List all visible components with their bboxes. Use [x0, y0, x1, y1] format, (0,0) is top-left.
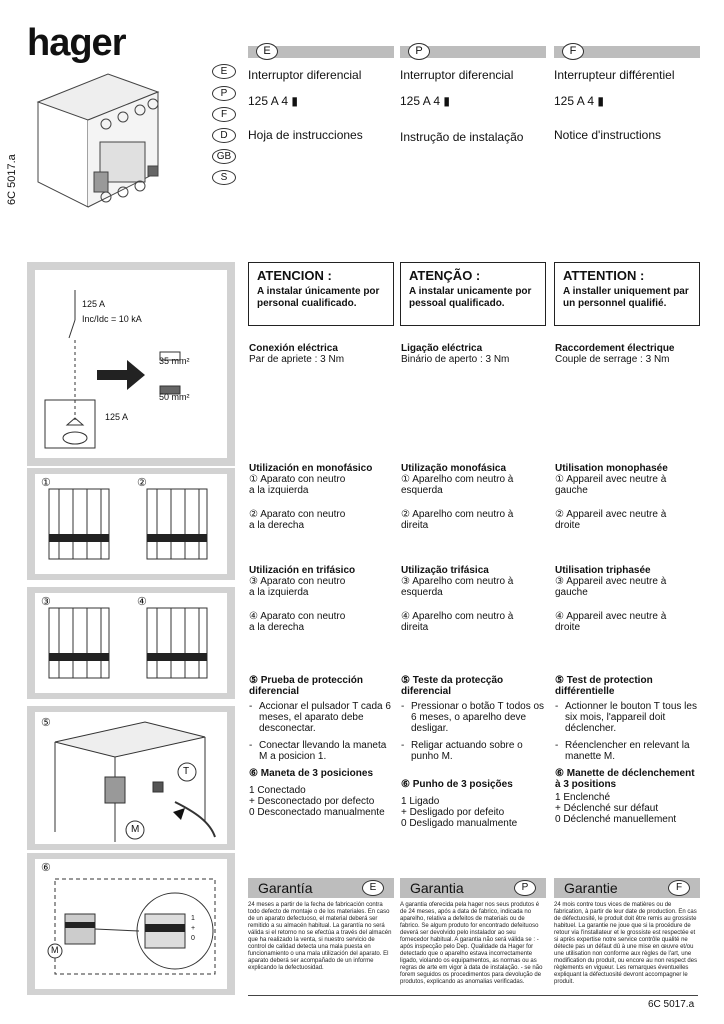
- column-f-header: [554, 46, 700, 142]
- doc-type: Instrução de instalação: [400, 130, 524, 144]
- footer-rule: [248, 995, 698, 996]
- lang-p[interactable]: P: [212, 86, 236, 101]
- guarantee-bar-f: Garantie F: [554, 878, 700, 898]
- connection-f: Raccordement électrique Couple de serrage : 3 Nm Utilisation monophasée ① Appareil avec neutre à gauche ② Appareil avec neutre à droite Utilisation triphasée ③ Appareil avec neutre à gauche ④ Appareil avec neutre à droite ⑤ Test de protection différentielle - Actionner le bouton T tous les six mois, l'appareil doit déclencher. - Réenclencher en relevant la manette M. ⑥ Manette de déclenchement à 3 positions 1 Enclenché + Déclenché sur défaut 0 Déclenché manuellement: [555, 343, 697, 825]
- diagram-num-6: ⑥: [41, 862, 51, 874]
- doc-type: Notice d'instructions: [554, 128, 662, 142]
- device-illustration: [28, 62, 168, 232]
- warning-p: ATENÇÃO : A instalar unicamente por pessoal qualificado.: [400, 262, 546, 326]
- lang-badge: E: [256, 43, 278, 60]
- panel-positions: [27, 853, 235, 995]
- guarantee-bar-e: Garantía E: [248, 878, 394, 898]
- panel-wiring: [27, 262, 235, 466]
- guarantee-text-p: A garantia oferecida pela hager nos seus produtos é de 24 meses, após a data de fabrico, indicada no aparelho, relativa a defeitos de materiais ou de fabrico. Se algum produto for encontrado defeituoso deverá ser devolvido pelo instalador ao seu fornecedor habitual. A garantia não será válida se : - após inspecção pelo Dep. Qualidade da Hager for detectado que o aparelho estava incorrectamente ligado, violando os equipamentos, as normas ou as regras de arte em vigor à data de instalação. - se não forem seguidos os procedimentos para devolução de produtos, explicando as anomalias verificadas.: [400, 902, 543, 985]
- pos-mark-0: 0: [191, 935, 195, 942]
- product-rating: 125 A 4 ▮: [400, 94, 450, 108]
- doc-code-vertical: 6C 5017.a: [6, 154, 18, 205]
- connection-p: Ligação eléctrica Binário de aperto : 3 Nm Utilização monofásica ① Aparelho com neutro à esquerda ② Aparelho com neutro à direita Utilização trifásica ③ Aparelho com neutro à esquerda ④ Aparelho com neutro à direita ⑤ Teste da protecção diferencial - Pressionar o botão T todos os 6 meses, o aparelho deve desligar. - Religar actuando sobre o punho M. ⑥ Punho de 3 posições 1 Ligado + Desligado por defeito 0 Desligado manualmente: [401, 343, 545, 829]
- column-e-header: [248, 46, 394, 142]
- rating-top: 125 A: [82, 299, 106, 309]
- diagram-num-4: ④: [137, 596, 147, 608]
- diagram-num-5: ⑤: [41, 717, 51, 729]
- section-35: 35 mm²: [159, 356, 190, 366]
- diagram-num-2: ②: [137, 477, 147, 489]
- pos-mark-1: 1: [191, 915, 195, 922]
- guarantee-bar-p: Garantia P: [400, 878, 546, 898]
- pos-mark-plus: +: [191, 925, 196, 932]
- doc-type: Hoja de instrucciones: [248, 128, 363, 142]
- lang-d[interactable]: D: [212, 128, 236, 143]
- warning-e: ATENCION : A instalar únicamente por personal cualificado.: [248, 262, 394, 326]
- panel-test: [27, 706, 235, 850]
- product-rating: 125 A 4 ▮: [248, 94, 298, 108]
- lang-badge: F: [562, 43, 584, 60]
- lang-f[interactable]: F: [212, 107, 236, 122]
- diagram-num-3: ③: [41, 596, 51, 608]
- label-t: T: [183, 766, 190, 777]
- panel-mono: [27, 468, 235, 580]
- product-title: Interruptor diferencial: [248, 68, 362, 82]
- connection-e: Conexión eléctrica Par de apriete : 3 Nm Utilización en monofásico ① Aparato con neutro a la izquierda ② Aparato con neutro a la derecha Utilización en trifásico ③ Aparato con neutro a la izquierda ④ Aparato con neutro a la derecha ⑤ Prueba de protección diferencial - Accionar el pulsador T cada 6 meses, el aparato debe desconectar. - Conectar llevando la maneta M a posicion 1. ⑥ Maneta de 3 posiciones 1 Conectado + Desconectado por defecto 0 Desconectado manualmente: [249, 343, 391, 818]
- panel-tri: [27, 587, 235, 699]
- tri-diagram: [35, 593, 227, 693]
- lang-badge: P: [408, 43, 430, 60]
- rating-bottom: 125 A: [105, 412, 129, 422]
- product-title: Interruptor diferencial: [400, 68, 514, 82]
- product-rating: 125 A 4 ▮: [554, 94, 604, 108]
- brand-logo: hager: [27, 22, 126, 64]
- wiring-diagram: [35, 270, 227, 458]
- section-50: 50 mm²: [159, 392, 190, 402]
- label-m-2: M: [51, 945, 59, 955]
- column-p-header: [400, 46, 546, 144]
- positions-diagram: [35, 859, 227, 989]
- lang-s[interactable]: S: [212, 170, 236, 185]
- guarantee-text-f: 24 mois contre tous vices de matières ou de fabrication, à partir de leur date de production. En cas de défectuosité, le produit doit être remis au grossiste habituel. La garantie ne joue que si la procédure de retour via l'installateur et le grossiste est respectée et si après expertise notre service contrôle qualité ne détecte pas un défaut dû à une mise en œuvre et/ou une utilisation non conforme aux règles de l'art, une modification du produit, ou encore au non respect des règlements en vigueur. Les remarques éventuelles expliquant la défectuosité devront accompagner le produit.: [554, 902, 698, 985]
- diagram-num-1: ①: [41, 477, 51, 489]
- icc-label: Inc/Idc = 10 kA: [82, 314, 142, 324]
- warning-f: ATTENTION : A installer uniquement par un personnel qualifié.: [554, 262, 700, 326]
- guarantee-text-e: 24 meses a partir de la fecha de fabricación contra todo defecto de montaje o de los materiales. En caso de un aparato defectuoso, el material deberá ser remitido a su almacén habitual. La garantía no será válida si el retorno no se efectúa a través del almacén que ha realizado la venta, si nuestro servicio de control de calidad detecta una mala puesta en funcionamiento o una mala utilización del aparato. El aparato deberá ser acompañado de un informe explicando la defectuosidad.: [248, 902, 392, 971]
- lang-gb[interactable]: GB: [212, 149, 236, 164]
- mono-diagram: [35, 474, 227, 574]
- product-title: Interrupteur différentiel: [554, 68, 675, 82]
- lang-e[interactable]: E: [212, 64, 236, 79]
- label-m: M: [131, 824, 140, 835]
- footer-code: 6C 5017.a: [648, 999, 695, 1010]
